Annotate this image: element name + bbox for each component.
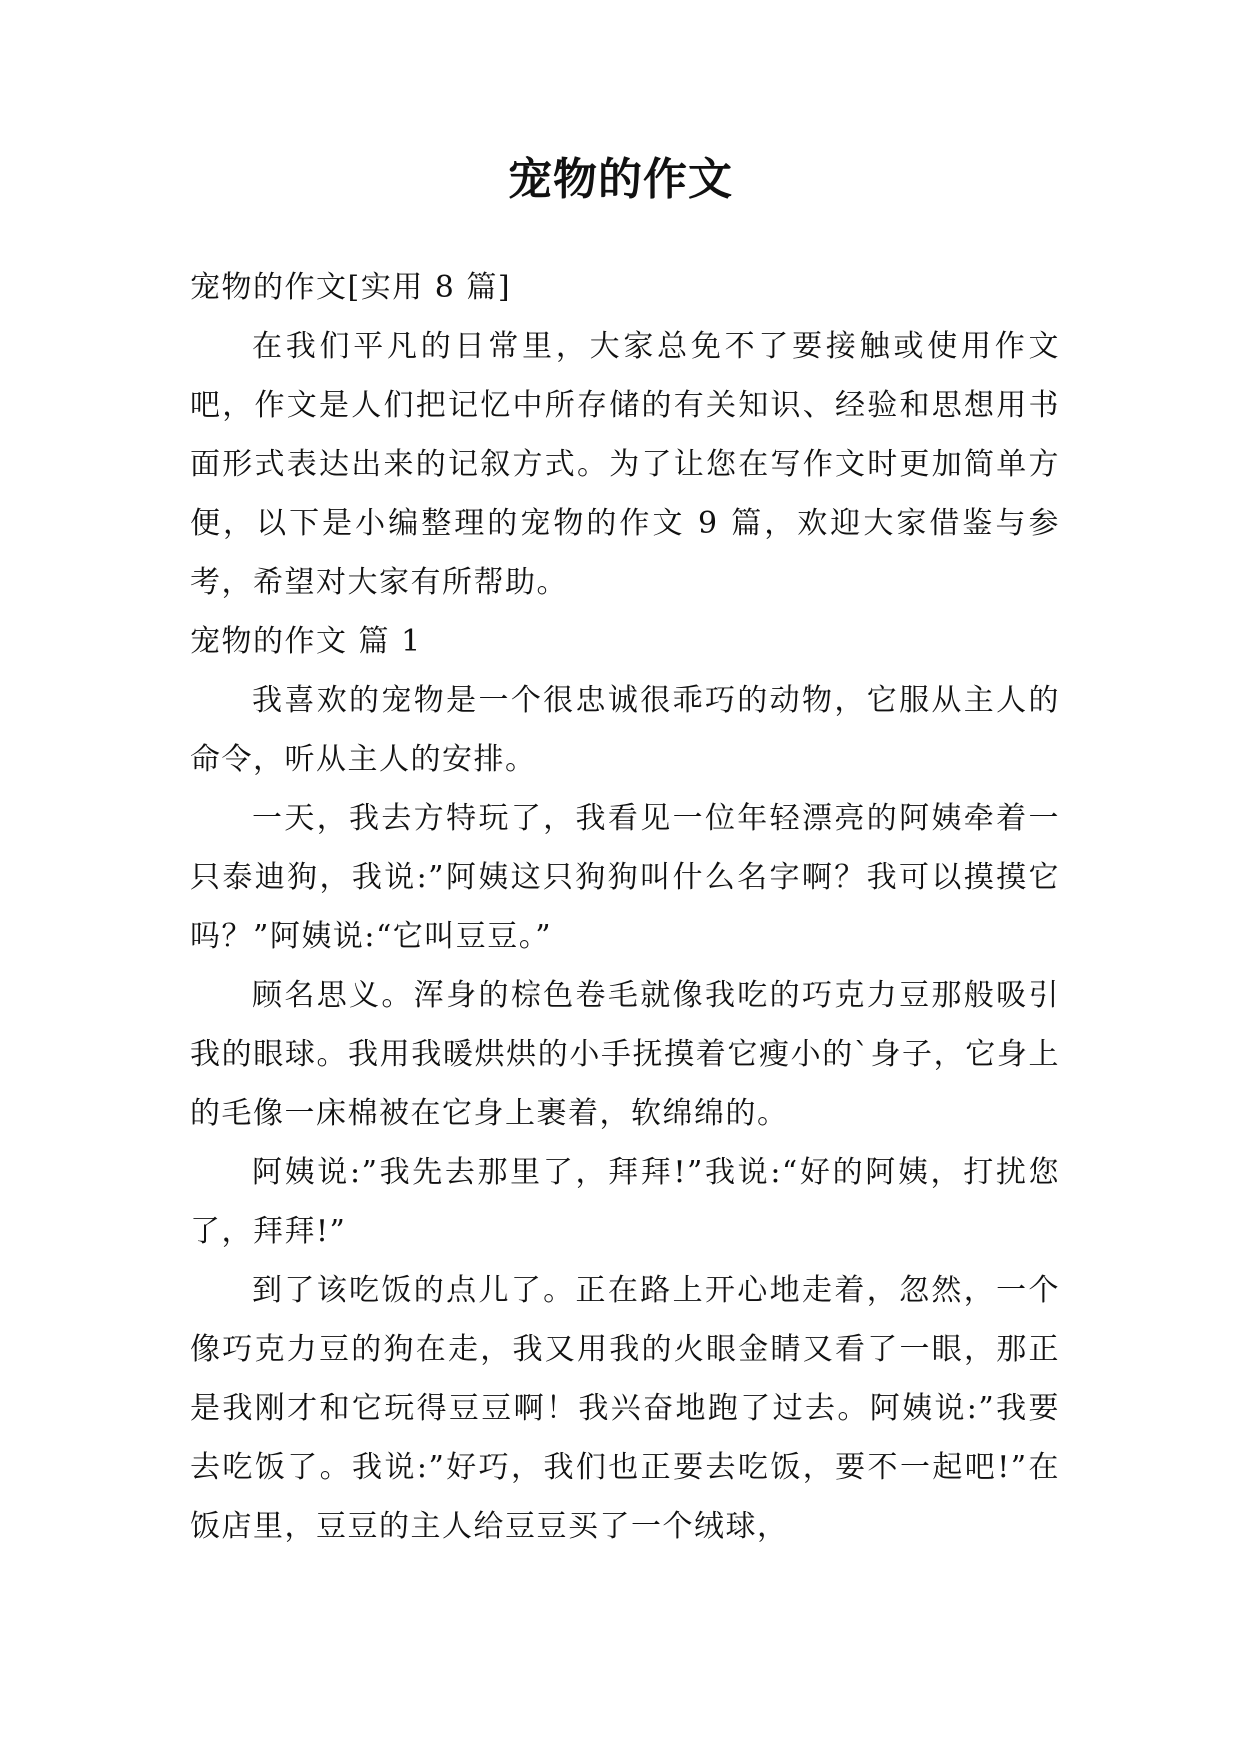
document-subtitle: 宠物的作文[实用 8 篇]	[190, 270, 512, 305]
body-paragraph: 顾名思义。浑身的棕色卷毛就像我吃的巧克力豆那般吸引我的眼球。我用我暖烘烘的小手抚摸着它瘦小的`身子，它身上的毛像一床棉被在它身上裹着，软绵绵的。	[190, 978, 1060, 1131]
section-heading: 宠物的作文 篇 1	[190, 624, 422, 659]
document-body	[190, 258, 1060, 1556]
intro-paragraph: 在我们平凡的日常里，大家总免不了要接触或使用作文吧，作文是人们把记忆中所存储的有关知识、经验和思想用书面形式表达出来的记叙方式。为了让您在写作文时更加简单方便，以下是小编整理的宠物的作文 9 篇，欢迎大家借鉴与参考，希望对大家有所帮助。	[190, 329, 1060, 600]
body-paragraph: 阿姨说:”我先去那里了，拜拜!”我说:“好的阿姨，打扰您了，拜拜!”	[190, 1155, 1060, 1249]
body-paragraph: 到了该吃饭的点儿了。正在路上开心地走着，忽然，一个像巧克力豆的狗在走，我又用我的火眼金睛又看了一眼，那正是我刚才和它玩得豆豆啊！我兴奋地跑了过去。阿姨说:”我要去吃饭了。我说:”好巧，我们也正要去吃饭，要不一起吧!”在饭店里，豆豆的主人给豆豆买了一个绒球，	[190, 1273, 1060, 1544]
body-paragraph: 我喜欢的宠物是一个很忠诚很乖巧的动物，它服从主人的命令，听从主人的安排。	[190, 683, 1060, 777]
document-title: 宠物的作文	[508, 154, 733, 205]
body-paragraph: 一天，我去方特玩了，我看见一位年轻漂亮的阿姨牵着一只泰迪狗，我说:”阿姨这只狗狗叫什么名字啊？我可以摸摸它吗？”阿姨说:“它叫豆豆。”	[190, 801, 1060, 954]
